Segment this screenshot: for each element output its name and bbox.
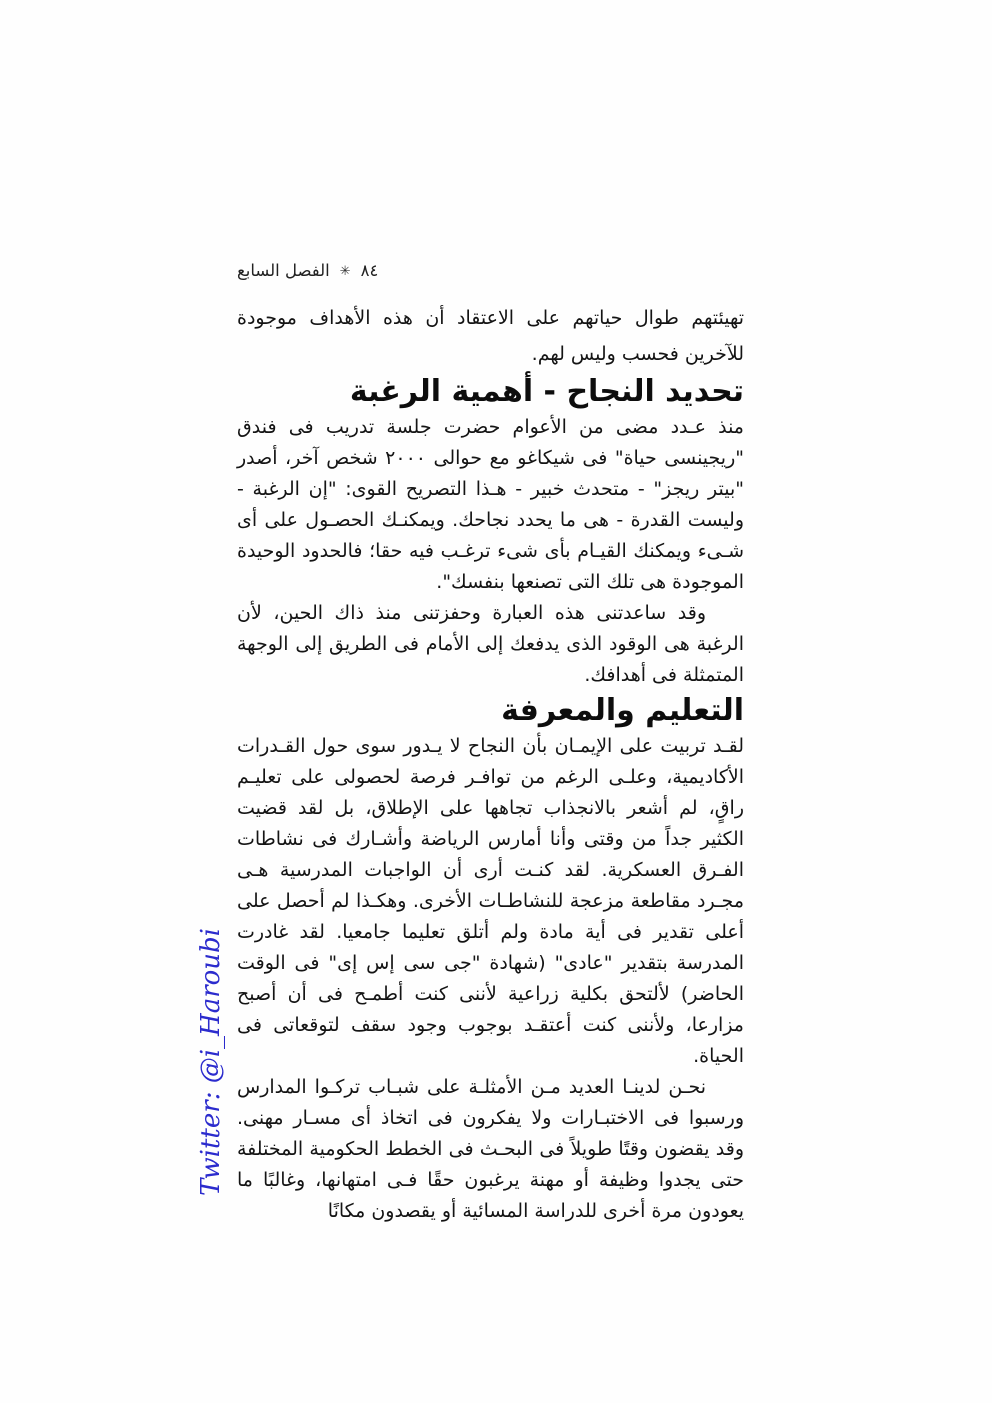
paragraph-desire-fuel: وقد ساعدتنى هذه العبارة وحفزتنى منذ ذاك الحين، لأن الرغبة هى الوقود الذى يدفعك إلى الأمام فى الطريق إلى الوجهة المتمثلة فى أهدافك.: [237, 602, 744, 686]
running-header: [237, 261, 744, 280]
paragraph-intro: تهيئتهم طوال حياتهم على الاعتقاد أن هذه الأهداف موجودة للآخرين فحسب وليس لهم.: [237, 307, 744, 365]
paragraph-hotel-story: منذ عـدد مضى من الأعوام حضرت جلسة تدريب فى فندق "ريجينسى حياة" فى شيكاغو مع حوالى ٢٠٠٠ شخص آخر، أصدر "بيتر ريجز" - متحدث خبير - هـذا التصريح القوى: "إن الرغبة - وليست القدرة - هى ما يحدد نجاحك. ويمكنـك الحصـول على أى شـىء ويمكنك القيـام بأى شىء ترغـب فيه حقا؛ فالحدود الوحيدة الموجودة هى تلك التى تصنعها بنفسك".: [237, 416, 745, 593]
page-body: [237, 300, 744, 1227]
chapter-title: الفصل السابع: [237, 261, 330, 280]
paragraph-youth-examples: نحـن لدينـا العديد مـن الأمثلـة على شبـاب تركـوا المدارس ورسبوا فى الاختبـارات ولا يفكرون فى اتخاذ أى مسـار مهنى. وقد يقضون وقتًا طويلاً فى البحـث فى الخطط الحكومية المختلفة حتى يجدوا وظيفة أو مهنة يرغبون حقًا فـى امتهانها، وغالبًا ما يعودون مرة أخرى للدراسة المسائية أو يقصدون مكانًا: [237, 1076, 744, 1222]
watermark-text: Twitter: @i_Haroubi: [196, 928, 226, 1196]
header-ornament-icon: ✳: [339, 264, 351, 279]
page-number: ٨٤: [360, 261, 379, 280]
paragraph-schooling-story: لقـد تربيت على الإيمـان بأن النجاح لا يـدور سوى حول القـدرات الأكاديمية، وعلـى الرغم من توافـر فرصة لحصولى على تعليـم راقٍ، لم أشعر بالانجذاب تجاهها على الإطلاق، بل لقد قضيت الكثير جداً من وقتى وأنا أمارس الرياضة وأشـارك فى نشاطات الفـرق العسكرية. لقد كنـت أرى أن الواجبات المدرسية هـى مجـرد مقاطعة مزعجة للنشاطـات الأخرى. وهكـذا لم أحصل على أعلى تقدير فى أية مادة ولم أتلق تعليما جامعيا. لقد غادرت المدرسة بتقدير "عادى" (شهادة "جى سى إس إى" فى الوقت الحاضر) لألتحق بكلية زراعية لأننى كنت أطمـح فى أن أصبح مزارعا، ولأننى كنت أعتقـد بوجوب وجود سقف لتوقعاتى فى الحياة.: [237, 735, 744, 1067]
section-heading-education-knowledge: التعليم والمعرفة: [501, 693, 744, 728]
section-heading-defining-success: تحديد النجاح - أهمية الرغبة: [349, 374, 744, 409]
